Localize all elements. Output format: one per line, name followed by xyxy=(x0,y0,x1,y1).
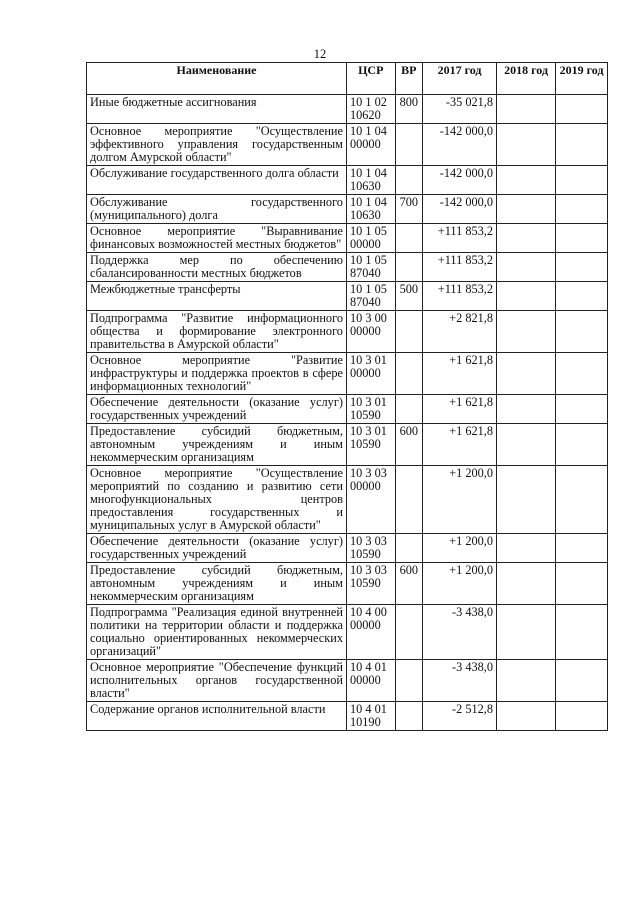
cell-csr: 10 4 00 00000 xyxy=(346,605,395,660)
cell-y2017: -142 000,0 xyxy=(423,166,497,195)
cell-name: Основное мероприятие "Обеспечение функций исполнительных органов государственной власти" xyxy=(87,660,347,702)
cell-csr: 10 4 01 10190 xyxy=(346,702,395,731)
cell-vr xyxy=(395,660,422,702)
table-body xyxy=(87,95,608,731)
cell-y2017: +1 200,0 xyxy=(423,563,497,605)
cell-y2017: -142 000,0 xyxy=(423,124,497,166)
cell-y2017: +111 853,2 xyxy=(423,253,497,282)
cell-y2018 xyxy=(497,253,556,282)
cell-csr: 10 1 05 87040 xyxy=(346,282,395,311)
table-row xyxy=(87,353,608,395)
cell-csr: 10 1 04 10630 xyxy=(346,166,395,195)
table-row xyxy=(87,395,608,424)
cell-vr: 800 xyxy=(395,95,422,124)
cell-y2017: +111 853,2 xyxy=(423,282,497,311)
cell-csr: 10 3 01 10590 xyxy=(346,395,395,424)
cell-y2019 xyxy=(556,124,608,166)
cell-y2017: -3 438,0 xyxy=(423,660,497,702)
table-row xyxy=(87,466,608,534)
cell-y2019 xyxy=(556,311,608,353)
cell-y2018 xyxy=(497,353,556,395)
cell-vr xyxy=(395,534,422,563)
cell-vr xyxy=(395,395,422,424)
cell-name: Подпрограмма "Развитие информационного общества и формирование электронного правительства в Амурской области" xyxy=(87,311,347,353)
table-row xyxy=(87,253,608,282)
cell-vr xyxy=(395,353,422,395)
cell-name: Обеспечение деятельности (оказание услуг) государственных учреждений xyxy=(87,395,347,424)
cell-vr: 700 xyxy=(395,195,422,224)
cell-y2019 xyxy=(556,282,608,311)
table-row xyxy=(87,702,608,731)
cell-name: Содержание органов исполнительной власти xyxy=(87,702,347,731)
cell-y2018 xyxy=(497,166,556,195)
cell-y2019 xyxy=(556,660,608,702)
table-row xyxy=(87,166,608,195)
cell-csr: 10 1 05 00000 xyxy=(346,224,395,253)
table-row xyxy=(87,563,608,605)
cell-y2017: +2 821,8 xyxy=(423,311,497,353)
cell-vr xyxy=(395,124,422,166)
cell-csr: 10 4 01 00000 xyxy=(346,660,395,702)
cell-y2017: +1 621,8 xyxy=(423,353,497,395)
cell-name: Межбюджетные трансферты xyxy=(87,282,347,311)
cell-y2019 xyxy=(556,224,608,253)
table-row xyxy=(87,224,608,253)
table-row xyxy=(87,605,608,660)
header-vr: ВР xyxy=(395,63,422,95)
cell-csr: 10 3 03 10590 xyxy=(346,534,395,563)
cell-vr: 600 xyxy=(395,563,422,605)
cell-name: Основное мероприятие "Осуществление эффективного управления государственным долгом Амурской области" xyxy=(87,124,347,166)
cell-y2018 xyxy=(497,424,556,466)
cell-y2018 xyxy=(497,563,556,605)
cell-y2018 xyxy=(497,534,556,563)
cell-vr xyxy=(395,166,422,195)
header-name: Наименование xyxy=(87,63,347,95)
cell-vr xyxy=(395,311,422,353)
cell-csr: 10 1 04 10630 xyxy=(346,195,395,224)
cell-csr: 10 3 01 10590 xyxy=(346,424,395,466)
table-header xyxy=(87,63,608,95)
header-2018: 2018 год xyxy=(497,63,556,95)
cell-vr xyxy=(395,224,422,253)
budget-table xyxy=(86,62,608,731)
cell-y2018 xyxy=(497,395,556,424)
header-2019: 2019 год xyxy=(556,63,608,95)
cell-vr: 500 xyxy=(395,282,422,311)
cell-name: Предоставление субсидий бюджетным, автономным учреждениям и иным некоммерческим организациям xyxy=(87,424,347,466)
cell-y2017: +1 200,0 xyxy=(423,466,497,534)
table-row xyxy=(87,311,608,353)
cell-y2019 xyxy=(556,563,608,605)
cell-y2017: -2 512,8 xyxy=(423,702,497,731)
cell-y2019 xyxy=(556,534,608,563)
cell-vr xyxy=(395,702,422,731)
cell-y2018 xyxy=(497,224,556,253)
cell-name: Предоставление субсидий бюджетным, автономным учреждениям и иным некоммерческим организациям xyxy=(87,563,347,605)
table-row xyxy=(87,124,608,166)
cell-csr: 10 1 05 87040 xyxy=(346,253,395,282)
cell-y2018 xyxy=(497,605,556,660)
cell-name: Иные бюджетные ассигнования xyxy=(87,95,347,124)
cell-y2017: -142 000,0 xyxy=(423,195,497,224)
cell-y2017: +1 621,8 xyxy=(423,424,497,466)
cell-y2018 xyxy=(497,195,556,224)
table-row xyxy=(87,195,608,224)
cell-y2018 xyxy=(497,95,556,124)
cell-name: Основное мероприятие "Выравнивание финансовых возможностей местных бюджетов" xyxy=(87,224,347,253)
cell-name: Обеспечение деятельности (оказание услуг) государственных учреждений xyxy=(87,534,347,563)
cell-y2017: -3 438,0 xyxy=(423,605,497,660)
cell-y2018 xyxy=(497,124,556,166)
cell-y2019 xyxy=(556,195,608,224)
cell-csr: 10 3 00 00000 xyxy=(346,311,395,353)
table-row xyxy=(87,282,608,311)
cell-y2017: +1 621,8 xyxy=(423,395,497,424)
table-row xyxy=(87,660,608,702)
cell-y2017: -35 021,8 xyxy=(423,95,497,124)
cell-y2019 xyxy=(556,605,608,660)
cell-vr xyxy=(395,466,422,534)
cell-csr: 10 3 03 10590 xyxy=(346,563,395,605)
cell-y2018 xyxy=(497,660,556,702)
cell-y2019 xyxy=(556,166,608,195)
cell-name: Обслуживание государственного (муниципального) долга xyxy=(87,195,347,224)
cell-y2018 xyxy=(497,282,556,311)
cell-y2018 xyxy=(497,702,556,731)
cell-vr xyxy=(395,605,422,660)
cell-y2019 xyxy=(556,466,608,534)
cell-y2019 xyxy=(556,702,608,731)
cell-y2017: +111 853,2 xyxy=(423,224,497,253)
cell-y2017: +1 200,0 xyxy=(423,534,497,563)
table-row xyxy=(87,424,608,466)
cell-name: Подпрограмма "Реализация единой внутренней политики на территории области и поддержка социально ориентированных некоммерческих организаций" xyxy=(87,605,347,660)
cell-y2019 xyxy=(556,424,608,466)
cell-csr: 10 1 02 10620 xyxy=(346,95,395,124)
cell-y2019 xyxy=(556,253,608,282)
cell-y2019 xyxy=(556,353,608,395)
cell-csr: 10 3 03 00000 xyxy=(346,466,395,534)
cell-csr: 10 1 04 00000 xyxy=(346,124,395,166)
cell-y2019 xyxy=(556,95,608,124)
cell-y2019 xyxy=(556,395,608,424)
cell-name: Основное мероприятие "Развитие инфраструктуры и поддержка проектов в сфере информационных технологий" xyxy=(87,353,347,395)
cell-vr: 600 xyxy=(395,424,422,466)
cell-y2018 xyxy=(497,466,556,534)
table-row xyxy=(87,95,608,124)
table-row xyxy=(87,534,608,563)
cell-name: Основное мероприятие "Осуществление мероприятий по созданию и развитию сети многофункциональных центров предоставления государственных и муниципальных услуг в Амурской области" xyxy=(87,466,347,534)
header-csr: ЦСР xyxy=(346,63,395,95)
page-number: 12 xyxy=(313,47,327,61)
cell-y2018 xyxy=(497,311,556,353)
header-2017: 2017 год xyxy=(423,63,497,95)
cell-vr xyxy=(395,253,422,282)
cell-csr: 10 3 01 00000 xyxy=(346,353,395,395)
cell-name: Обслуживание государственного долга области xyxy=(87,166,347,195)
cell-name: Поддержка мер по обеспечению сбалансированности местных бюджетов xyxy=(87,253,347,282)
